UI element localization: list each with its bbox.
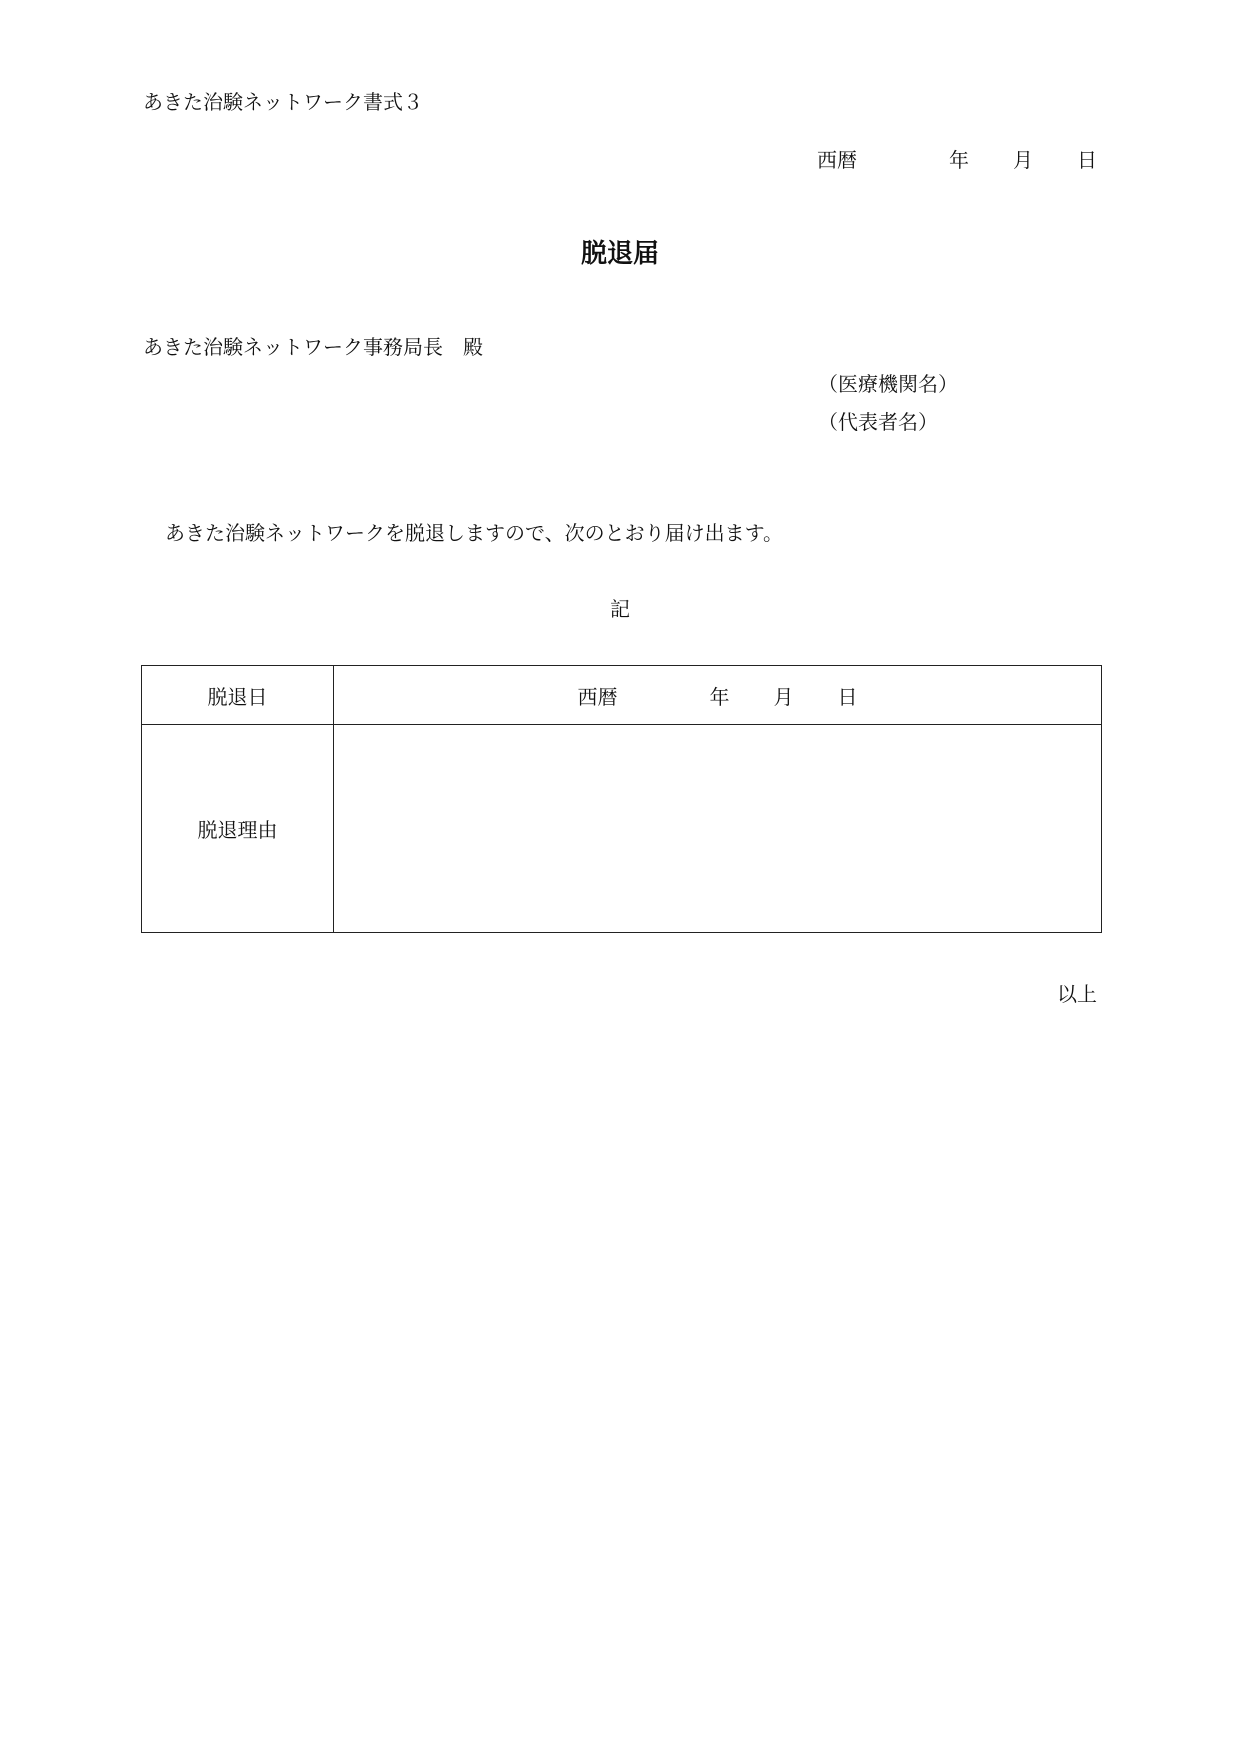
withdrawal-date-label: 脱退日	[142, 666, 334, 725]
withdrawal-date-day: 日	[837, 684, 858, 709]
withdrawal-reason-field[interactable]	[334, 725, 1102, 933]
date-year-label: 年	[949, 148, 969, 172]
withdrawal-date-year: 年	[709, 684, 730, 709]
closing-mark: 以上	[1057, 982, 1097, 1006]
table-row-withdrawal-date	[142, 666, 1102, 725]
representative-name-label: （代表者名）	[818, 410, 938, 434]
withdrawal-date-month: 月	[773, 684, 794, 709]
institution-name-label: （医療機関名）	[818, 372, 958, 396]
addressee: あきた治験ネットワーク事務局長 殿	[143, 335, 483, 359]
date-era-label: 西暦	[817, 148, 857, 172]
withdrawal-date-field[interactable]	[334, 666, 1102, 725]
date-month-label: 月	[1013, 148, 1033, 172]
form-number: あきた治験ネットワーク書式３	[143, 90, 423, 114]
withdrawal-reason-label: 脱退理由	[142, 725, 334, 933]
submission-date	[817, 147, 1097, 173]
note-mark: 記	[610, 597, 630, 621]
withdrawal-date-era: 西暦	[577, 684, 618, 709]
body-text: あきた治験ネットワークを脱退しますので、次のとおり届け出ます。	[165, 521, 783, 545]
table-row-withdrawal-reason	[142, 725, 1102, 933]
document-title: 脱退届	[580, 239, 659, 269]
withdrawal-form-table	[141, 665, 1102, 933]
date-day-label: 日	[1077, 148, 1097, 172]
